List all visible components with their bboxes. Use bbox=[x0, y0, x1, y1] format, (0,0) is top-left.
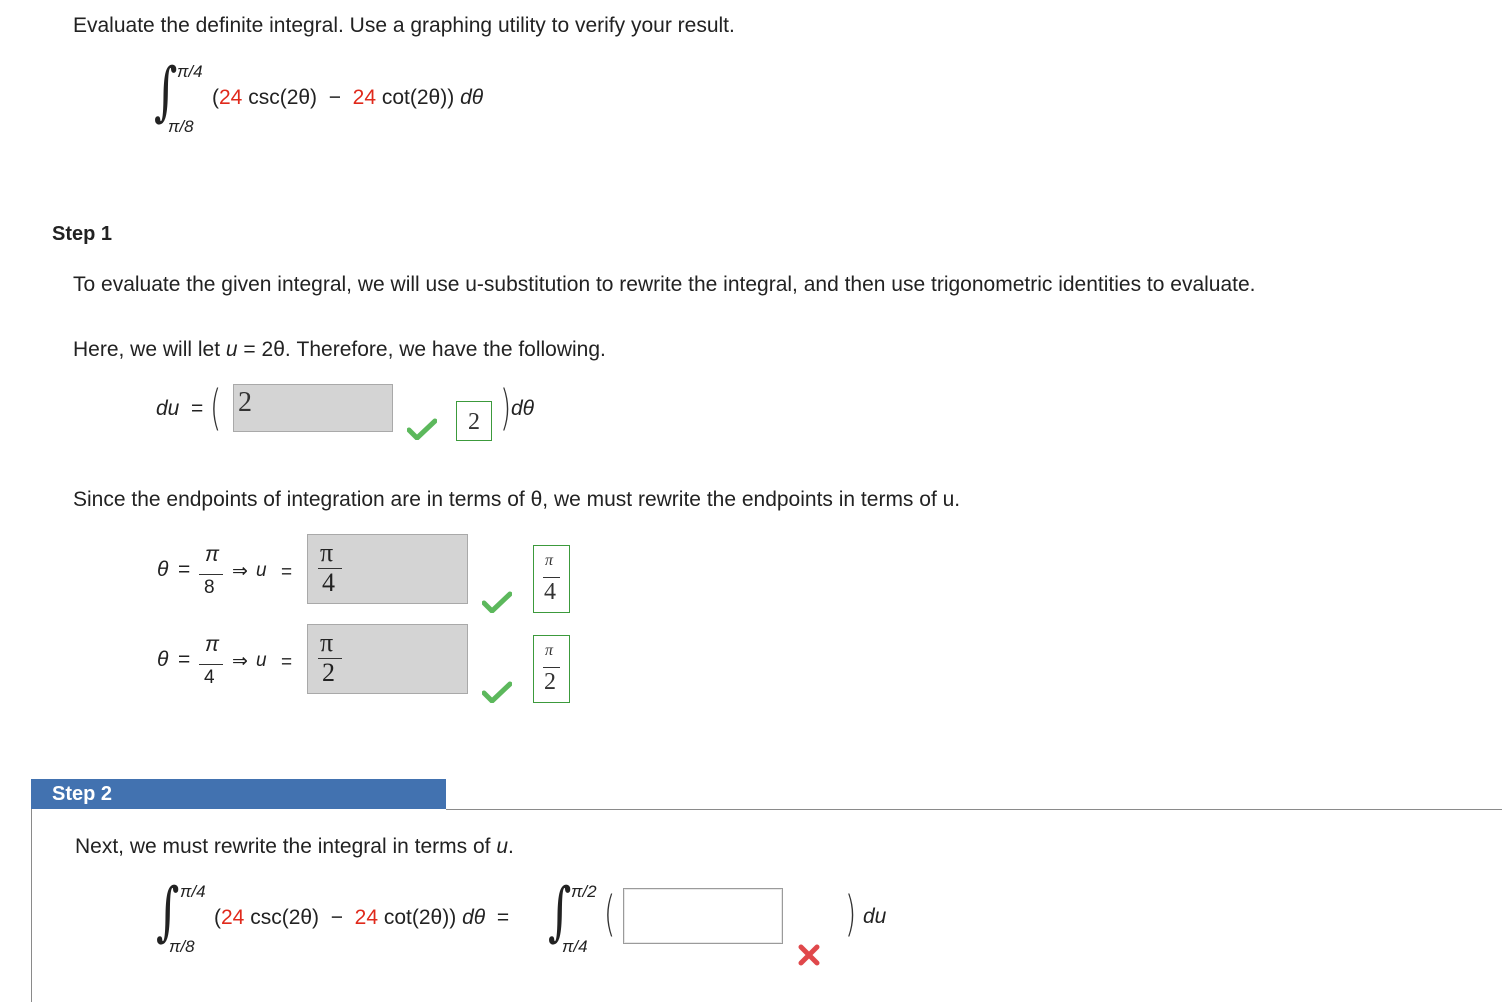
equals-sign: = bbox=[178, 558, 191, 581]
du-answer-box: 2 bbox=[456, 401, 492, 441]
step2-left-border bbox=[31, 809, 32, 1002]
integral-sign: ∫ bbox=[548, 875, 572, 949]
check-icon bbox=[407, 418, 437, 440]
check-icon bbox=[482, 681, 512, 703]
integrand: (24 csc(2θ) − 24 cot(2θ)) dθ bbox=[212, 86, 484, 109]
endpoint-input-1-value: π 4 bbox=[318, 538, 342, 600]
coefficient-1: 24 bbox=[219, 86, 243, 109]
integral-lower-limit: π/4 bbox=[562, 937, 588, 956]
integral-upper-limit: π/2 bbox=[571, 882, 597, 901]
endpoint-input-2-value: π 2 bbox=[318, 628, 342, 690]
cross-icon bbox=[797, 943, 821, 967]
open-paren: ( bbox=[604, 886, 616, 942]
endpoints-text: Since the endpoints of integration are in terms of θ, we must rewrite the endpoints in terms of u. bbox=[73, 488, 961, 511]
du-equals: = bbox=[191, 397, 204, 420]
step2-intro: Next, we must rewrite the integral in terms of u. bbox=[75, 835, 514, 858]
equals-sign: = bbox=[178, 648, 191, 671]
step1-let-text: Here, we will let u = 2θ. Therefore, we have the following. bbox=[73, 338, 606, 361]
du-input-value: 2 bbox=[238, 387, 252, 418]
integrand: (24 csc(2θ) − 24 cot(2θ)) dθ = bbox=[214, 906, 510, 929]
equals-sign: = bbox=[281, 562, 293, 583]
integral-sign: ∫ bbox=[156, 875, 180, 949]
integral-lower-limit: π/8 bbox=[169, 937, 195, 956]
step2-integrand-input[interactable] bbox=[623, 888, 783, 944]
theta-fraction: π 8 bbox=[199, 543, 223, 605]
open-paren: ( bbox=[210, 380, 222, 436]
theta-symbol: θ bbox=[157, 558, 169, 581]
step2-header: Step 2 bbox=[31, 779, 446, 809]
du-coefficient-input[interactable] bbox=[233, 384, 393, 432]
close-paren: ) bbox=[845, 886, 857, 942]
problem-instruction: Evaluate the definite integral. Use a graphing utility to verify your result. bbox=[73, 14, 735, 37]
du-label: du bbox=[863, 905, 887, 928]
step1-label: Step 1 bbox=[52, 223, 113, 245]
check-icon bbox=[482, 591, 512, 613]
integral-upper-limit: π/4 bbox=[177, 62, 203, 81]
integral-upper-limit: π/4 bbox=[180, 882, 206, 901]
dtheta: dθ bbox=[511, 397, 535, 420]
equals-sign: = bbox=[281, 652, 293, 673]
endpoint-answer-1: π 4 bbox=[533, 545, 570, 613]
endpoint-answer-2: π 2 bbox=[533, 635, 570, 703]
integral-lower-limit: π/8 bbox=[168, 117, 194, 136]
coefficient-2: 24 bbox=[352, 86, 377, 109]
du-label: du bbox=[156, 397, 180, 420]
close-paren: ) bbox=[500, 380, 512, 436]
step2-divider bbox=[446, 809, 1502, 810]
theta-symbol: θ bbox=[157, 648, 169, 671]
implies-arrow: ⇒ bbox=[232, 651, 248, 672]
step1-intro: To evaluate the given integral, we will use u-substitution to rewrite the integral, and then use trigonometric identities to evaluate. bbox=[73, 273, 1256, 296]
integral-sign: ∫ bbox=[154, 55, 178, 129]
theta-fraction: π 4 bbox=[199, 633, 223, 695]
implies-arrow: ⇒ bbox=[232, 561, 248, 582]
u-symbol: u bbox=[256, 560, 267, 581]
u-symbol: u bbox=[256, 650, 267, 671]
